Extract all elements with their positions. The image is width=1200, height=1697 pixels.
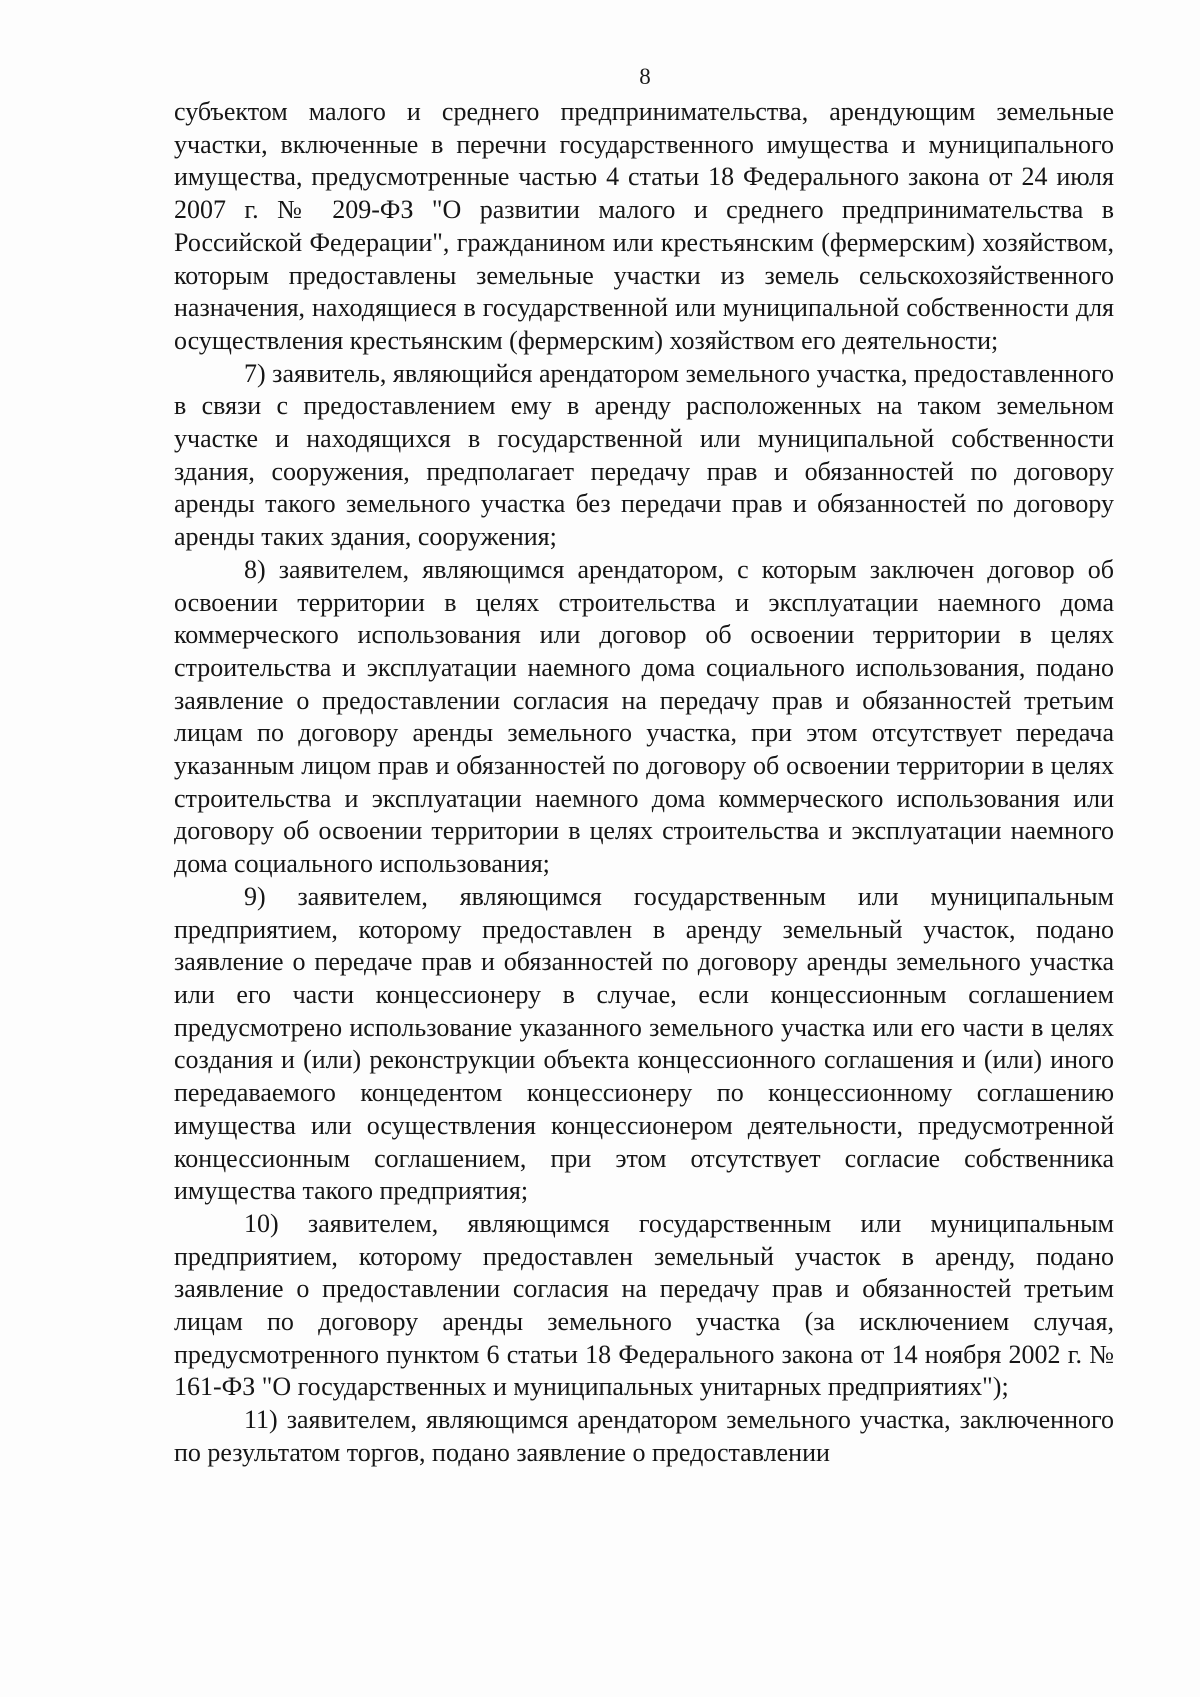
paragraph-item-11: 11) заявителем, являющимся арендатором земельного участка, заключенного по результатом торгов, подано заявление о предоставлении xyxy=(174,1405,1114,1467)
paragraph-item-8: 8) заявителем, являющимся арендатором, с которым заключен договор об освоении территории в целях строительства и эксплуатации наемного дома коммерческого использования или договор об освоении территории в целях строительства и эксплуатации наемного дома социального использования, подано заявление о предоставлении согласия на передачу прав и обязанностей третьим лицам по договору аренды земельного участка, при этом отсутствует передача указанным лицом прав и обязанностей по договору об освоении территории в целях строительства и эксплуатации наемного дома коммерческого использования или договору об освоении территории в целях строительства и эксплуатации наемного дома социального использования; xyxy=(174,554,1114,879)
paragraph-item-7: 7) заявитель, являющийся арендатором земельного участка, предоставленного в связи с предоставлением ему в аренду расположенных на таком земельном участке и находящихся в государственной или муниципальной собственности здания, сооружения, предполагает передачу прав и обязанностей по договору аренды такого земельного участка без передачи прав и обязанностей по договору аренды таких здания, сооружения; xyxy=(174,358,1114,552)
paragraph-item-10: 10) заявителем, являющимся государственным или муниципальным предприятием, которому предоставлен земельный участок в аренду, подано заявление о предоставлении согласия на передачу прав и обязанностей третьим лицам по договору аренды земельного участка (за исключением случая, предусмотренного пунктом 6 статьи 18 Федерального закона от 14 ноября 2002 г. № 161-ФЗ "О государственных и муниципальных унитарных предприятиях"); xyxy=(174,1208,1114,1402)
document-body xyxy=(174,96,1114,1470)
page-number: 8 xyxy=(639,64,651,89)
paragraph-item-6-continuation: субъектом малого и среднего предпринимательства, арендующим земельные участки, включенные в перечни государственного имущества и муниципального имущества, предусмотренные частью 4 статьи 18 Федерального закона от 24 июля 2007 г. № 209-ФЗ "О развитии малого и среднего предпринимательства в Российской Федерации", гражданином или крестьянским (фермерским) хозяйством, которым предоставлены земельные участки из земель сельскохозяйственного назначения, находящиеся в государственной или муниципальной собственности для осуществления крестьянским (фермерским) хозяйством его деятельности; xyxy=(174,97,1114,355)
paragraph-item-9: 9) заявителем, являющимся государственным или муниципальным предприятием, которому предоставлен в аренду земельный участок, подано заявление о передаче прав и обязанностей по договору аренды земельного участка или его части концессионеру в случае, если концессионным соглашением предусмотрено использование указанного земельного участка или его части в целях создания и (или) реконструкции объекта концессионного соглашения и (или) иного передаваемого концедентом концессионеру по концессионному соглашению имущества или осуществления концессионером деятельности, предусмотренной концессионным соглашением, при этом отсутствует согласие собственника имущества такого предприятия; xyxy=(174,881,1114,1206)
